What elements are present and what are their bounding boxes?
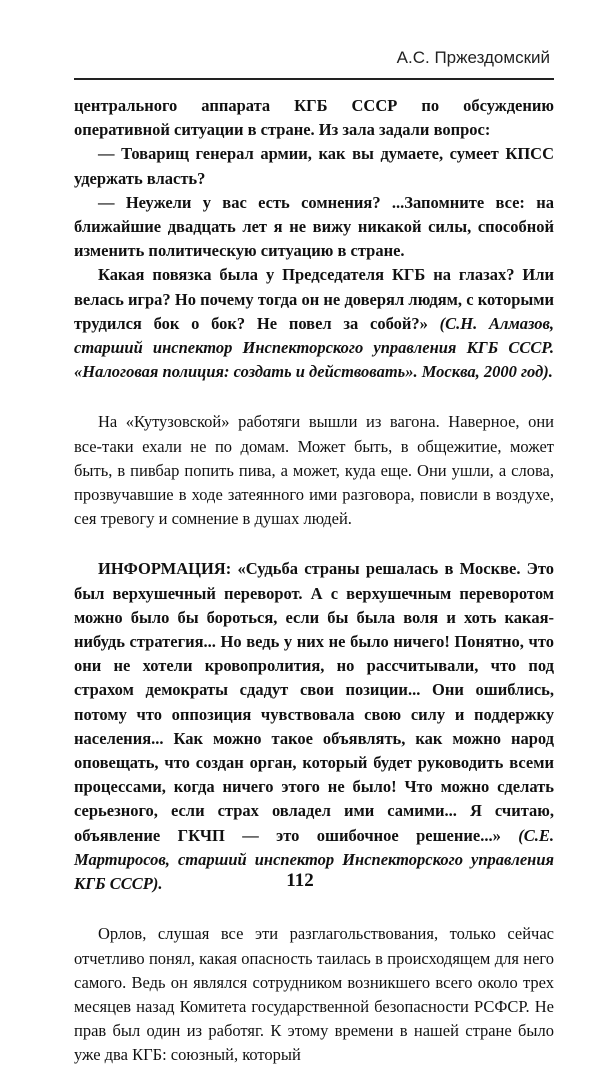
citation: (С.Н. Алмазов, старший инспектор Инспекторского управления КГБ СССР. «Налоговая полиция: создать и действовать». Москва, 2000 год).	[74, 313, 555, 382]
paragraph: На «Кутузовской» работяги вышли из вагона. Наверное, они все-таки ехали не по домам. Может быть, в общежитие, может быть, в пивбар попить пива, а может, куда еще. Они ушли, а слова, прозвучавшие в ходе затеянного ими разговора, повисли в воздухе, сея тревогу и сомнение в душах людей.	[74, 412, 554, 529]
page-body	[74, 94, 554, 1068]
spacer	[74, 384, 554, 410]
running-title: А.С. Пржездомский	[396, 48, 550, 67]
paragraph: центрального аппарата КГБ СССР по обсуждению оперативной ситуации в стране. Из зала задали вопрос:	[74, 96, 554, 140]
paragraph: Орлов, слушая все эти разглагольствования, только сейчас отчетливо понял, какая опасность таилась в происходящем для него самого. Ведь он являлся сотрудником возникшего всего около трех месяцев назад Комитета государственной безопасности РСФСР. Не прав был один из работяг. К этому времени в нашей стране было уже два КГБ: союзный, который	[74, 924, 554, 1065]
quote-text: Какая повязка была у Председателя КГБ на глазах? Или велась игра? Но почему тогда он не доверял людям, с которыми трудился бок о бок? Не повел за собой?»	[74, 265, 554, 333]
paragraph	[74, 263, 554, 384]
paragraph: — Неужели у вас есть сомнения? ...Запомните все: на ближайшие двадцать лет я не вижу никакой силы, способной изменить политическую ситуацию в стране.	[74, 192, 554, 261]
paragraph: — Товарищ генерал армии, как вы думаете, сумеет КПСС удержать власть?	[74, 144, 554, 188]
spacer	[74, 531, 554, 557]
page-number: 112	[286, 870, 314, 891]
quote-text: ИНФОРМАЦИЯ: «Судьба страны решалась в Москве. Это был верхушечный переворот. А с верхушечным переворотом можно было бы бороться, если бы была воля и хоть какая-нибудь стратегия... Но ведь у них не было ничего! Понятно, что они не хотели кровопролития, но рассчитывали, что под страхом демократы сдадут свои позиции... Они ошиблись, потому что оппозиция чувствовала свою силу и поддержку населения... Как можно такое объявлять, как можно народ оповещать, что создан орган, который будет руководить всеми процессами, когда ничего этого не было! Что можно сделать серьезного, если страх овладел ими самими... Я считаю, объявление ГКЧП — это ошибочное решение...»	[74, 559, 554, 845]
header-rule	[74, 78, 554, 80]
paragraph	[74, 557, 554, 896]
spacer	[74, 896, 554, 922]
citation: (С.Е. Мартиросов, старший инспектор Инспекторского управления КГБ СССР).	[74, 825, 554, 894]
